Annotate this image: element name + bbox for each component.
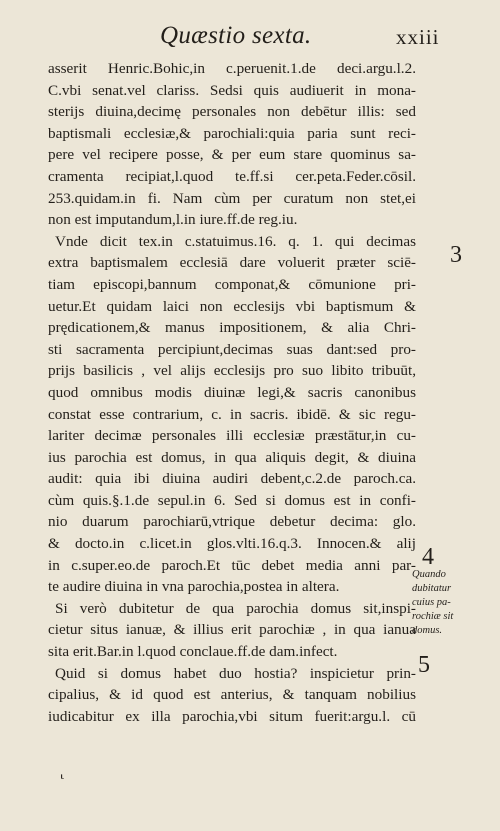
text-line: 253.quidam.in fi. Nam cùm per curatum non stet,ei xyxy=(48,189,416,207)
text-line: extra baptismalem ecclesiā dare voluerit præter sciē- xyxy=(48,254,416,272)
text-line: prędicationem,& manus impositionem, & alia Chri- xyxy=(48,319,416,337)
text-line: te audire diuina in vna parochia,postea in altera. xyxy=(48,578,340,596)
text-line: Quid si domus habet duo hostia? inspicietur prin- xyxy=(55,664,416,682)
text-line: uetur.Et quidam laici non ecclesijs vbi baptismum & xyxy=(48,297,416,315)
page-header xyxy=(0,22,500,56)
text-line: sti sacramenta percipiunt,decimas suas dant:sed pro- xyxy=(48,340,416,358)
text-line: nio duarum parochiarū,vtrique debetur decima: glo. xyxy=(48,513,416,531)
text-line: cramenta recipiat,l.quod te.ff.si cer.peta.Feder.cōsil. xyxy=(48,167,416,185)
text-line: Si verò dubitetur de qua parochia domus sit,inspi- xyxy=(55,599,416,617)
margin-note-line: rochiæ sit xyxy=(412,611,454,622)
text-line: constat esse contrarium, c. in sacris. ibidē. & sic regu- xyxy=(48,405,416,423)
printer-mark: ⸤ xyxy=(60,766,65,780)
text-line: prijs basilicis , vel alijs ecclesijs pro suo libito tribuūt, xyxy=(48,362,416,380)
margin-note-line: Quando xyxy=(412,569,446,580)
text-line: & docto.in c.licet.in glos.vlti.16.q.3. Innocen.& alij xyxy=(48,535,416,553)
margin-note xyxy=(412,568,482,638)
text-line: in c.super.eo.de paroch.Et tūc debet media anni par- xyxy=(48,556,416,574)
text-line: pere vel recipere posse, & per eum stare quominus sa- xyxy=(48,146,416,164)
margin-note-line: cuius pa- xyxy=(412,597,451,608)
margin-number: 4 xyxy=(422,544,434,570)
text-line: asserit Henric.Bohic,in c.peruenit.1.de deci.argu.l.2. xyxy=(48,60,416,77)
margin-number: 3 xyxy=(450,242,462,268)
folio-number: xxiii xyxy=(396,25,440,49)
text-line: sita erit.Bar.in l.quod conclaue.ff.de dam.infect. xyxy=(48,643,338,661)
text-line: audit: quia ibi diuina audiri debent,c.2.de paroch.ca. xyxy=(48,470,416,488)
text-line: iudicabitur ex illa parochia,vbi situm fuerit:argu.l. cū xyxy=(48,707,416,725)
text-line: tiam episcopi,bannum componat,& cōmunione pri- xyxy=(48,275,416,293)
margin-note-line: dubitatur xyxy=(412,583,452,594)
text-line: C.vbi senat.vel clariss. Sedsi quis audiuerit in mona- xyxy=(48,81,416,99)
text-line: cietur situs ianuæ, & illius erit parochiæ , in qua ianua xyxy=(48,621,416,639)
body-text xyxy=(48,58,416,727)
running-title: Quæstio sexta. xyxy=(160,22,312,49)
text-line: non est imputandum,l.in iure.ff.de reg.iu. xyxy=(48,211,298,229)
text-line: cipalius, & id quod est anterius, & tanquam nobilius xyxy=(48,686,416,704)
text-line: ius parochia est domus, in qua aliquis degit, & diuina xyxy=(48,448,416,466)
margin-number: 5 xyxy=(418,652,430,678)
text-line: quod omnibus modis diuinæ legi,& sacris canonibus xyxy=(48,383,416,401)
text-line: baptismali ecclesiæ,& parochiali:quia paria sunt reci- xyxy=(48,124,416,142)
margin-note-line: domus. xyxy=(412,625,443,636)
text-line: Vnde dicit tex.in c.statuimus.16. q. 1. qui decimas xyxy=(55,232,416,250)
text-line: sterijs diuina,decimę personales non debētur illis: sed xyxy=(48,103,416,121)
text-line: lariter decimæ personales illi ecclesiæ præstātur,in cu- xyxy=(48,427,416,445)
text-line: cùm quis.§.1.de sepul.in 6. Sed si domus est in confi- xyxy=(48,491,416,509)
